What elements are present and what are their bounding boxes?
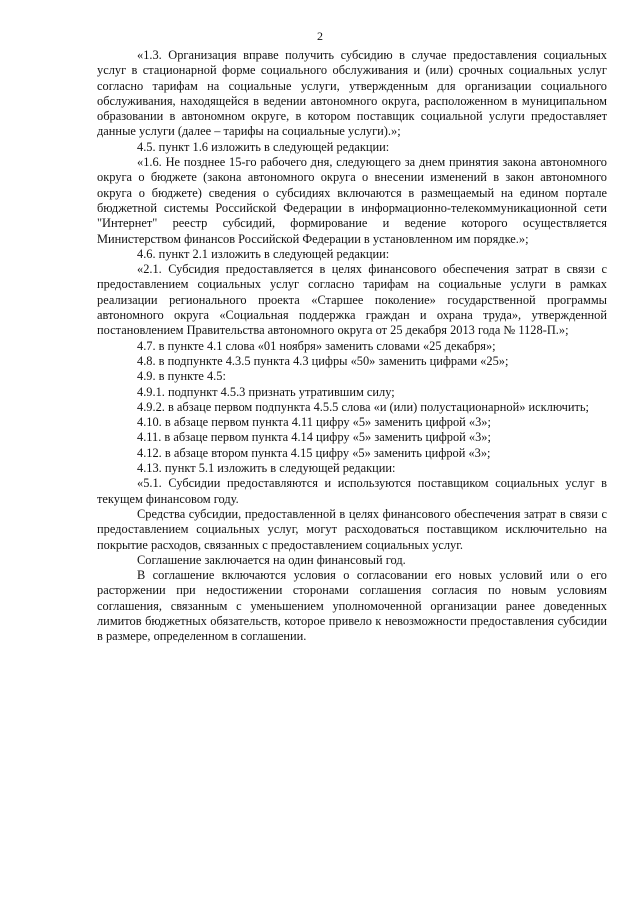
paragraph-2-1: «2.1. Субсидия предоставляется в целях финансового обеспечения затрат в связи с предоставлением социальных услуг согласно тарифам на социальные услуги в рамках реализации регионального проекта «Старшее поколение» государственной программы автономного округа «Социальная поддержка граждан и охрана труда», утвержденной постановлением Правительства автономного округа от 25 декабря 2013 года № 1128-П.»; bbox=[97, 262, 607, 338]
paragraph-subsidy-funds: Средства субсидии, предоставленной в целях финансового обеспечения затрат в связи с предоставлением социальных услуг, могут расходоваться поставщиком исключительно на покрытие расходов, связанных с предоставлением социальных услуг. bbox=[97, 506, 607, 552]
paragraph-agreement-conditions: В соглашение включаются условия о согласовании его новых условий или о его расторжении при недостижении сторонами соглашения согласия по новым условиям соглашения, связанным с уменьшением уполномоченной организации ранее доведенных лимитов бюджетных обязательств, которое привело к невозможности предоставления субсидии в размере, определенном в соглашении. bbox=[97, 568, 607, 644]
paragraph-4-5: 4.5. пункт 1.6 изложить в следующей редакции: bbox=[137, 139, 390, 154]
paragraph-4-7: 4.7. в пункте 4.1 слова «01 ноября» заменить словами «25 декабря»; bbox=[137, 338, 496, 353]
paragraph-5-1: «5.1. Субсидии предоставляются и используются поставщиком социальных услуг в текущем финансовом году. bbox=[97, 476, 607, 506]
paragraph-4-8: 4.8. в подпункте 4.3.5 пункта 4.3 цифры «50» заменить цифрами «25»; bbox=[137, 353, 509, 368]
paragraph-agreement-term: Соглашение заключается на один финансовый год. bbox=[137, 552, 406, 567]
paragraph-4-12: 4.12. в абзаце втором пункта 4.15 цифру «5» заменить цифрой «3»; bbox=[137, 445, 491, 460]
paragraph-4-13: 4.13. пункт 5.1 изложить в следующей редакции: bbox=[137, 461, 396, 476]
paragraph-4-11: 4.11. в абзаце первом пункта 4.14 цифру «5» заменить цифрой «3»; bbox=[137, 430, 491, 445]
document-body bbox=[97, 48, 607, 645]
paragraph-1-3: «1.3. Организация вправе получить субсидию в случае предоставления социальных услуг в стационарной форме социального обслуживания и (или) срочных социальных услуг согласно тарифам на социальные услуги, утвержденным для организации социального обслуживания, находящейся в ведении автономного округа, расположенном в муниципальном образовании в автономном округе, в котором поставщик социальной услуги предоставляет данные услуги (далее – тарифы на социальные услуги).»; bbox=[97, 48, 607, 139]
paragraph-4-9-1: 4.9.1. подпункт 4.5.3 признать утратившим силу; bbox=[137, 384, 395, 399]
paragraph-4-9-2: 4.9.2. в абзаце первом подпункта 4.5.5 слова «и (или) полустационарной» исключить; bbox=[137, 399, 589, 414]
paragraph-4-6: 4.6. пункт 2.1 изложить в следующей редакции: bbox=[137, 246, 390, 261]
page-number: 2 bbox=[317, 29, 323, 43]
paragraph-4-10: 4.10. в абзаце первом пункта 4.11 цифру «5» заменить цифрой «3»; bbox=[137, 415, 491, 430]
paragraph-4-9: 4.9. в пункте 4.5: bbox=[137, 369, 226, 384]
paragraph-1-6: «1.6. Не позднее 15-го рабочего дня, следующего за днем принятия закона автономного округа о бюджете (закона автономного округа о внесении изменений в закон автономного округа о бюджете) сведения о субсидиях включаются в размещаемый на едином портале бюджетной системы Российской Федерации в информационно-телекоммуникационной сети "Интернет" реестр субсидий, формирование и ведение которого осуществляется Министерством финансов Российской Федерации в установленном им порядке.»; bbox=[97, 155, 607, 246]
